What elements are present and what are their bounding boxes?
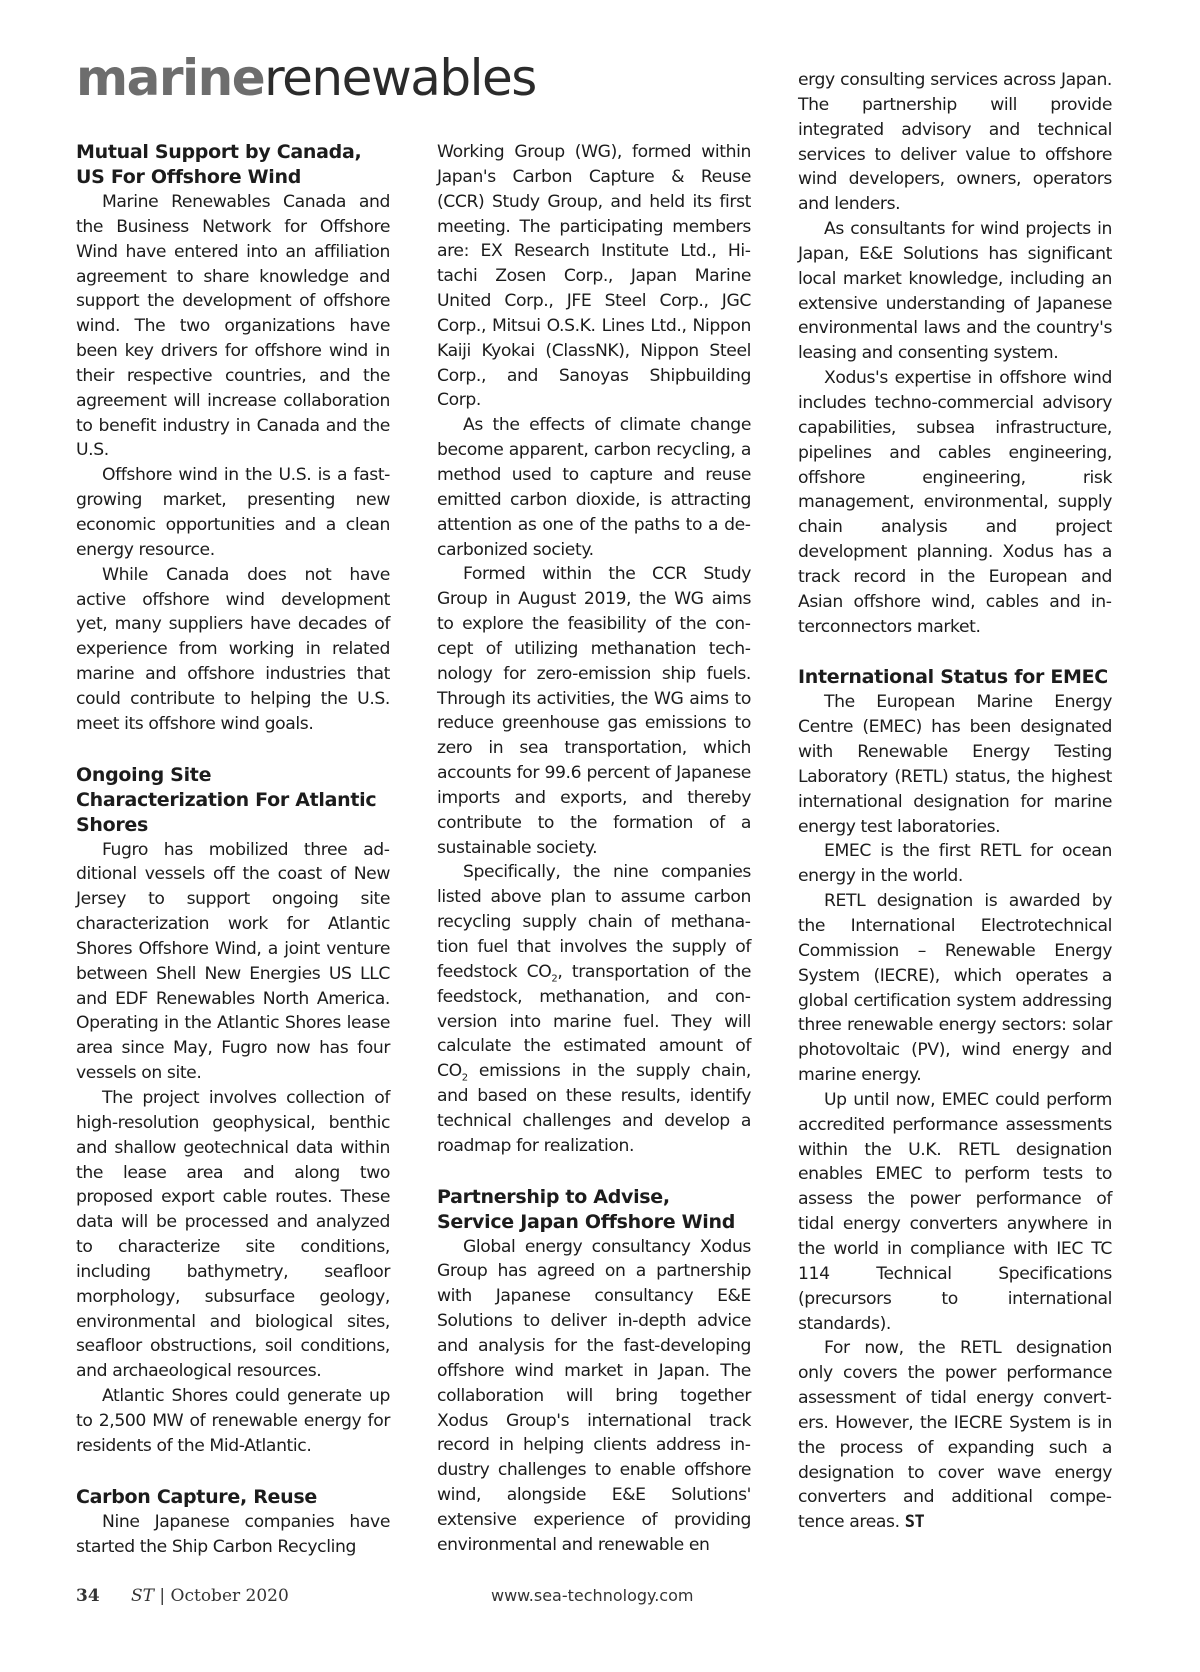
masthead-bold-word: marine <box>76 49 265 107</box>
column-3 <box>798 68 1112 1535</box>
paragraph: The European Marine Energy Centre (EMEC) has been designated with Renewable Energy Testing Laboratory (RETL) status, the highest international designation for marine energy test laboratories. <box>798 692 1112 837</box>
issue-line <box>131 1586 289 1606</box>
paragraph: Nine Japanese companies have started the Ship Carbon Recycling <box>76 1511 390 1557</box>
paragraph-continued: Working Group (WG), formed within Japan's Carbon Capture & Reuse (CCR) Study Group, and held its first meeting. The participating members are: EX Research Institute Ltd., Hitachi Zosen Corp., Japan Marine United Corp., JFE Steel Corp., JGC Corp., Mitsui O.S.K. Lines Ltd., Nippon Kaiji Kyokai (ClassNK), Nippon Steel Corp., and Sanoyas Shipbuilding Corp. <box>437 142 751 411</box>
website-url: www.sea-technology.com <box>491 1586 694 1605</box>
article-title-emec: International Status for EMEC <box>798 666 1108 689</box>
article-title-xodus: Partnership to Advise, Service Japan Offshore Wind <box>437 1185 735 1233</box>
issue-date: | October 2020 <box>159 1586 289 1606</box>
text-span: , transportation of the feedstock, methanation, and conversion into marine fuel. They will calculate the estimated amount of CO <box>437 961 751 1082</box>
paragraph: Up until now, EMEC could perform accredited performance assessments within the U.K. RETL designation enables EMEC to perform tests to assess the power performance of tidal energy converters anywhere in the world in compliance with IEC TC 114 Technical Specifications (precursors to international standards). <box>798 1089 1112 1334</box>
paragraph: Fugro has mobilized three additional vessels off the coast of New Jersey to support ongoing site characterization work for Atlantic Shores Offshore Wind, a joint venture between Shell New Energies US LLC and EDF Renewables North America. Operating in the Atlantic Shores lease area since May, Fugro now has four vessels on site. <box>76 839 390 1084</box>
paragraph: Marine Renewables Canada and the Business Network for Offshore Wind have entered into an affiliation agreement to share knowledge and support the development of offshore wind. The two organizations have been key drivers for offshore wind in their respective countries, and the agreement will increase collaboration to benefit industry in Canada and the U.S. <box>76 192 390 461</box>
article-title-carbon-capture: Carbon Capture, Reuse <box>76 1485 317 1508</box>
article-title-atlantic-shores: Ongoing Site Characterization For Atlantic Shores <box>76 763 377 836</box>
paragraph: Global energy consultancy Xodus Group has agreed on a partnership with Japanese consultancy E&E Solutions to deliver in-depth advice and analysis for the fast-developing offshore wind market in Japan. The collaboration will bring together Xodus Group's international track record in helping clients address industry challenges to enable offshore wind, alongside E&E Solutions' extensive experience of providing environmental and renewable en <box>437 1236 751 1555</box>
article-title-canada-us: Mutual Support by Canada, US For Offshore Wind <box>76 141 362 188</box>
section-masthead <box>76 48 536 108</box>
paragraph: As the effects of climate change become apparent, carbon recycling, a method used to capture and reuse emitted carbon dioxide, is attracting attention as one of the paths to a decarbonized society. <box>437 415 751 560</box>
paragraph: Xodus's expertise in offshore wind includes techno-commercial advisory capabilities, subsea infrastructure, pipelines and cables engineering, offshore engineering, risk management, environmental, supply chain analysis and project development planning. Xodus has a track record in the European and Asian offshore wind, cables and interconnectors market. <box>798 368 1112 637</box>
paragraph: As consultants for wind projects in Japan, E&E Solutions has significant local market knowledge, including an extensive understanding of Japanese environmental laws and the country's leasing and consenting system. <box>798 219 1112 364</box>
column-1 <box>76 140 390 1559</box>
paragraph-continued: ergy consulting services across Japan. The partnership will provide integrated advisory and technical services to deliver value to offshore wind developers, owners, operators and lenders. <box>798 70 1112 215</box>
masthead-light-word: renewables <box>264 49 536 107</box>
subscript: 2 <box>551 973 558 985</box>
paragraph <box>798 1336 1112 1535</box>
magazine-name: ST <box>131 1586 154 1606</box>
paragraph: Formed within the CCR Study Group in August 2019, the WG aims to explore the feasibility of the concept of utilizing methanation technology for zero-emission ship fuels. Through its activities, the WG aims to reduce greenhouse gas emissions to zero in sea transportation, which accounts for 99.6 percent of Japanese imports and exports, and thereby contribute to the formation of a sustainable society. <box>437 564 751 858</box>
paragraph: Atlantic Shores could generate up to 2,500 MW of renewable energy for residents of the Mid-Atlantic. <box>76 1386 390 1456</box>
paragraph <box>437 860 751 1158</box>
subscript: 2 <box>461 1072 468 1084</box>
paragraph: RETL designation is awarded by the International Electrotechnical Commission – Renewable Energy System (IECRE), which operates a global certification system addressing three renewable energy sectors: solar photovoltaic (PV), wind energy and marine energy. <box>798 891 1112 1086</box>
text-span: Specifically, the nine companies listed above plan to assume carbon recycling supply chain of methanation fuel that involves the supply of feedstock CO <box>437 862 751 982</box>
paragraph: While Canada does not have active offshore wind development yet, many suppliers have decades of experience from working in related marine and offshore industries that could contribute to helping the U.S. meet its offshore wind goals. <box>76 564 390 734</box>
paragraph: Offshore wind in the U.S. is a fast-growing market, presenting new economic opportunities and a clean energy resource. <box>76 465 390 560</box>
paragraph: The project involves collection of high-resolution geophysical, benthic and shallow geotechnical data within the lease area and along two proposed export cable routes. These data will be processed and analyzed to characterize site conditions, including bathymetry, seafloor morphology, subsurface geology, environmental and biological sites, seafloor obstructions, soil conditions, and archaeological resources. <box>76 1088 390 1382</box>
text-span: emissions in the supply chain, and based on these results, identify technical challenges and develop a roadmap for realization. <box>437 1061 751 1156</box>
column-2 <box>437 140 751 1558</box>
paragraph: EMEC is the first RETL for ocean energy in the world. <box>798 841 1112 887</box>
page-number: 34 <box>76 1586 100 1606</box>
text-span: For now, the RETL designation only covers the power performance assessment of tidal energy converters. However, the IECRE System is in the process of expanding such a designation to cover wave energy converters and additional competence areas. <box>798 1338 1112 1533</box>
end-mark: ST <box>904 1512 925 1533</box>
page-footer <box>76 1586 1126 1610</box>
